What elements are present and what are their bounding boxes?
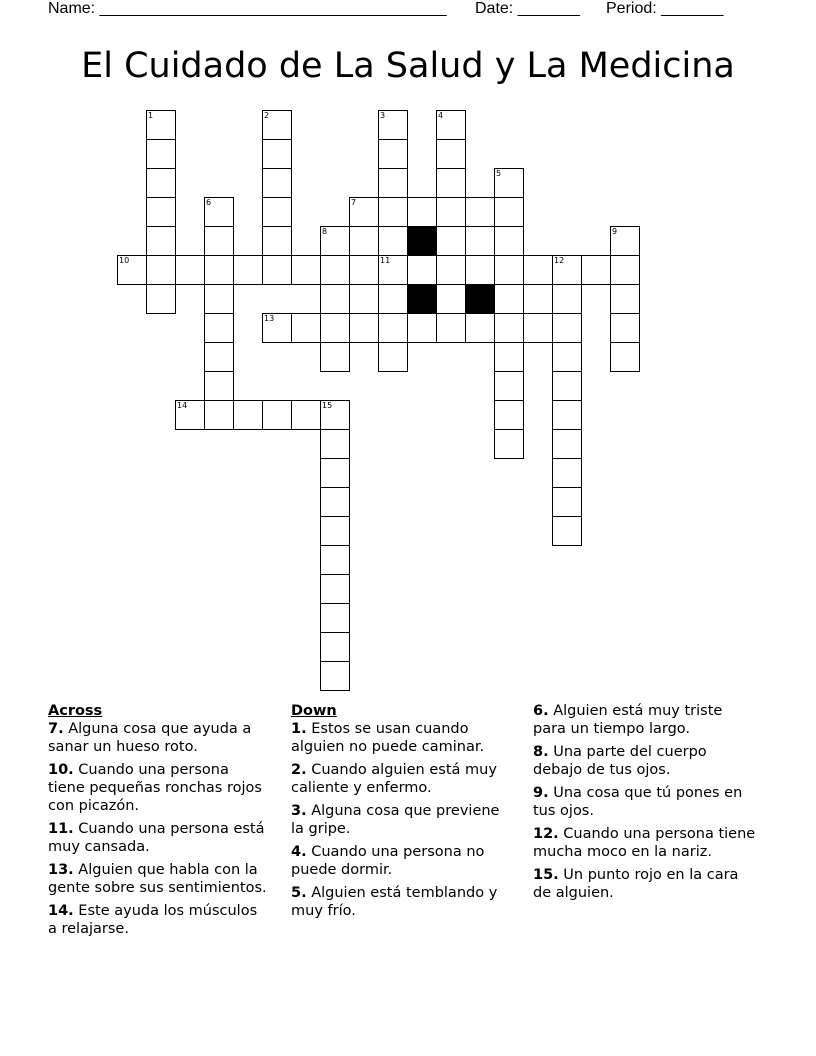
crossword-cell[interactable] (262, 400, 292, 430)
name-field-label[interactable]: Name: _______________________________________ (48, 0, 447, 17)
clue-number: 10. (48, 762, 74, 778)
clue-number: 4. (291, 844, 307, 860)
black-square (407, 284, 437, 314)
clue-down-2 (291, 761, 516, 797)
crossword-cell[interactable] (436, 168, 466, 198)
clue-text: Cuando una persona no puede dormir. (291, 844, 485, 878)
clue-number: 6. (533, 703, 549, 719)
crossword-cell[interactable] (233, 255, 263, 285)
crossword-cell[interactable] (494, 255, 524, 285)
crossword-cell[interactable] (146, 197, 176, 227)
cell-number: 13 (264, 314, 275, 323)
crossword-cell[interactable] (291, 313, 321, 343)
crossword-cell[interactable] (378, 284, 408, 314)
cell-number: 10 (119, 256, 130, 265)
clue-across-10 (48, 761, 268, 815)
crossword-cell[interactable] (465, 255, 495, 285)
clue-number: 5. (291, 885, 307, 901)
crossword-cell[interactable] (320, 574, 350, 604)
crossword-cell[interactable] (436, 313, 466, 343)
crossword-cell[interactable] (610, 313, 640, 343)
clue-down-4 (291, 843, 516, 879)
page-title: El Cuidado de La Salud y La Medicina (81, 46, 735, 86)
clue-text: Estos se usan cuando alguien no puede caminar. (291, 721, 485, 755)
crossword-cell[interactable] (552, 255, 582, 285)
cell-number: 1 (148, 111, 154, 120)
clue-text: Cuando una persona tiene mucha moco en la nariz. (533, 826, 756, 860)
crossword-cell[interactable] (436, 226, 466, 256)
crossword-cell[interactable] (291, 400, 321, 430)
cell-number: 14 (177, 401, 188, 410)
cell-number: 7 (351, 198, 357, 207)
clue-down-1 (291, 720, 516, 756)
cell-number: 3 (380, 111, 386, 120)
crossword-cell[interactable] (552, 516, 582, 546)
crossword-cell[interactable] (465, 313, 495, 343)
crossword-cell[interactable] (552, 342, 582, 372)
crossword-cell[interactable] (291, 255, 321, 285)
crossword-cell[interactable] (320, 661, 350, 691)
crossword-cell[interactable] (378, 342, 408, 372)
crossword-cell[interactable] (117, 255, 147, 285)
clue-down-9 (533, 784, 758, 820)
crossword-cell[interactable] (262, 168, 292, 198)
crossword-cell[interactable] (204, 197, 234, 227)
clue-number: 7. (48, 721, 64, 737)
crossword-cell[interactable] (262, 139, 292, 169)
clue-text: Alguna cosa que previene la gripe. (291, 803, 500, 837)
clue-text: Cuando una persona tiene pequeñas ronchas rojos con picazón. (48, 762, 262, 814)
clue-text: Alguna cosa que ayuda a sanar un hueso roto. (48, 721, 252, 755)
crossword-cell[interactable] (175, 255, 205, 285)
crossword-cell[interactable] (494, 197, 524, 227)
crossword-cell[interactable] (204, 400, 234, 430)
crossword-cell[interactable] (523, 313, 553, 343)
crossword-cell[interactable] (320, 342, 350, 372)
crossword-cell[interactable] (146, 110, 176, 140)
crossword-cell[interactable] (378, 168, 408, 198)
crossword-cell[interactable] (146, 139, 176, 169)
cell-number: 2 (264, 111, 270, 120)
crossword-cell[interactable] (320, 458, 350, 488)
clue-down-12 (533, 825, 758, 861)
crossword-cell[interactable] (436, 110, 466, 140)
clue-across-7 (48, 720, 268, 756)
crossword-cell[interactable] (320, 284, 350, 314)
clue-text: Alguien está muy triste para un tiempo largo. (533, 703, 723, 737)
crossword-cell[interactable] (552, 458, 582, 488)
clue-text: Un punto rojo en la cara de alguien. (533, 867, 739, 901)
cell-number: 8 (322, 227, 328, 236)
crossword-cell[interactable] (494, 313, 524, 343)
crossword-cell[interactable] (494, 226, 524, 256)
crossword-cell[interactable] (262, 255, 292, 285)
clue-number: 14. (48, 903, 74, 919)
crossword-cell[interactable] (552, 400, 582, 430)
clue-text: Una parte del cuerpo debajo de tus ojos. (533, 744, 707, 778)
crossword-cell[interactable] (494, 342, 524, 372)
clue-text: Este ayuda los músculos a relajarse. (48, 903, 258, 937)
cell-number: 6 (206, 198, 212, 207)
crossword-cell[interactable] (552, 487, 582, 517)
clue-text: Cuando alguien está muy caliente y enfermo. (291, 762, 497, 796)
crossword-cell[interactable] (378, 197, 408, 227)
crossword-cell[interactable] (204, 342, 234, 372)
crossword-cell[interactable] (494, 168, 524, 198)
cell-number: 15 (322, 401, 333, 410)
crossword-cell[interactable] (407, 313, 437, 343)
clues-column-2 (291, 702, 516, 925)
crossword-cell[interactable] (146, 284, 176, 314)
crossword-cell[interactable] (378, 313, 408, 343)
clue-across-13 (48, 861, 268, 897)
clues-column-3 (533, 702, 758, 907)
crossword-cell[interactable] (320, 429, 350, 459)
clue-text: Alguien que habla con la gente sobre sus sentimientos. (48, 862, 267, 896)
crossword-cell[interactable] (146, 168, 176, 198)
clue-number: 2. (291, 762, 307, 778)
cell-number: 4 (438, 111, 444, 120)
crossword-cell[interactable] (552, 429, 582, 459)
crossword-cell[interactable] (175, 400, 205, 430)
crossword-cell[interactable] (320, 255, 350, 285)
clue-down-6 (533, 702, 758, 738)
clue-number: 13. (48, 862, 74, 878)
cell-number: 9 (612, 227, 618, 236)
crossword-cell[interactable] (494, 284, 524, 314)
crossword-cell[interactable] (204, 255, 234, 285)
crossword-cell[interactable] (494, 400, 524, 430)
crossword-cell[interactable] (262, 110, 292, 140)
crossword-cell[interactable] (610, 342, 640, 372)
crossword-cell[interactable] (233, 400, 263, 430)
crossword-cell[interactable] (262, 226, 292, 256)
crossword-cell[interactable] (610, 226, 640, 256)
crossword-cell[interactable] (494, 371, 524, 401)
clue-text: Una cosa que tú pones en tus ojos. (533, 785, 743, 819)
crossword-cell[interactable] (349, 255, 379, 285)
crossword-cell[interactable] (610, 284, 640, 314)
clue-down-5 (291, 884, 516, 920)
crossword-cell[interactable] (262, 197, 292, 227)
crossword-cell[interactable] (378, 139, 408, 169)
crossword-cell[interactable] (204, 313, 234, 343)
clue-number: 3. (291, 803, 307, 819)
crossword-cell[interactable] (349, 197, 379, 227)
crossword-cell[interactable] (262, 313, 292, 343)
clue-down-3 (291, 802, 516, 838)
crossword-cell[interactable] (204, 371, 234, 401)
crossword-cell[interactable] (378, 110, 408, 140)
crossword-cell[interactable] (320, 632, 350, 662)
cell-number: 11 (380, 256, 391, 265)
crossword-cell[interactable] (552, 371, 582, 401)
crossword-cell[interactable] (146, 255, 176, 285)
crossword-cell[interactable] (378, 255, 408, 285)
crossword-cell[interactable] (349, 313, 379, 343)
crossword-cell[interactable] (465, 197, 495, 227)
crossword-cell[interactable] (407, 255, 437, 285)
crossword-cell[interactable] (494, 429, 524, 459)
clue-number: 1. (291, 721, 307, 737)
crossword-cell[interactable] (581, 255, 611, 285)
crossword-cell[interactable] (552, 313, 582, 343)
clue-number: 12. (533, 826, 559, 842)
cell-number: 12 (554, 256, 565, 265)
crossword-cell[interactable] (436, 197, 466, 227)
crossword-cell[interactable] (320, 226, 350, 256)
across-heading: Across (48, 703, 103, 719)
cell-number: 5 (496, 169, 502, 178)
clue-number: 15. (533, 867, 559, 883)
crossword-cell[interactable] (320, 487, 350, 517)
crossword-cell[interactable] (320, 516, 350, 546)
clue-text: Cuando una persona está muy cansada. (48, 821, 265, 855)
clue-down-8 (533, 743, 758, 779)
crossword-cell[interactable] (436, 139, 466, 169)
clue-across-11 (48, 820, 268, 856)
crossword-cell[interactable] (407, 197, 437, 227)
crossword-cell[interactable] (552, 284, 582, 314)
crossword-cell[interactable] (146, 226, 176, 256)
black-square (465, 284, 495, 314)
clue-number: 11. (48, 821, 74, 837)
crossword-cell[interactable] (523, 255, 553, 285)
crossword-cell[interactable] (320, 400, 350, 430)
crossword-cell[interactable] (204, 226, 234, 256)
crossword-cell[interactable] (378, 226, 408, 256)
crossword-cell[interactable] (610, 255, 640, 285)
crossword-cell[interactable] (436, 255, 466, 285)
clues-column-1 (48, 702, 268, 943)
crossword-cell[interactable] (320, 603, 350, 633)
period-field-label[interactable]: Period: _______ (606, 0, 724, 17)
clue-text: Alguien está temblando y muy frío. (291, 885, 498, 919)
clue-down-15 (533, 866, 758, 902)
crossword-cell[interactable] (320, 545, 350, 575)
crossword-cell[interactable] (320, 313, 350, 343)
down-heading: Down (291, 703, 337, 719)
clue-number: 9. (533, 785, 549, 801)
crossword-cell[interactable] (204, 284, 234, 314)
clue-number: 8. (533, 744, 549, 760)
black-square (407, 226, 437, 256)
clue-across-14 (48, 902, 268, 938)
date-field-label[interactable]: Date: _______ (475, 0, 580, 17)
